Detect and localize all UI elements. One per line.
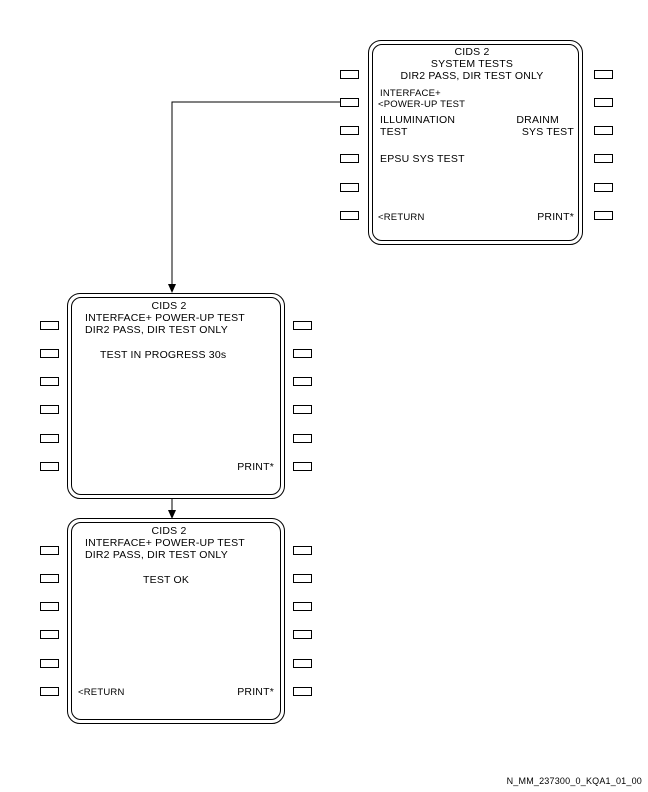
lsk-6r[interactable] — [293, 462, 312, 471]
page-title: CIDS 2 — [151, 525, 187, 537]
lsk-1l[interactable] — [40, 546, 59, 555]
print-option[interactable]: PRINT* — [237, 461, 274, 473]
lsk-5r[interactable] — [293, 434, 312, 443]
lsk-2r[interactable] — [293, 349, 312, 358]
drainm-label: DRAINM — [516, 114, 559, 126]
lsk-3l[interactable] — [40, 377, 59, 386]
status-line: DIR2 PASS, DIR TEST ONLY — [400, 70, 544, 82]
lsk-2l[interactable] — [40, 574, 59, 583]
lsk-6r[interactable] — [594, 211, 613, 220]
page-title: CIDS 2 — [151, 300, 187, 312]
lsk-3r[interactable] — [293, 602, 312, 611]
lsk-6l[interactable] — [40, 462, 59, 471]
lsk-3r[interactable] — [594, 126, 613, 135]
lsk-2l[interactable] — [340, 98, 359, 107]
lsk-6l[interactable] — [40, 687, 59, 696]
arrowhead-screen2 — [168, 284, 176, 293]
lsk-4l[interactable] — [340, 154, 359, 163]
lsk-6l[interactable] — [340, 211, 359, 220]
lsk-3l[interactable] — [40, 602, 59, 611]
lsk-1r[interactable] — [594, 70, 613, 79]
lsk-3l[interactable] — [340, 126, 359, 135]
page-title: CIDS 2 — [454, 46, 490, 58]
lsk-5l[interactable] — [340, 183, 359, 192]
status-line: DIR2 PASS, DIR TEST ONLY — [85, 549, 228, 561]
lsk-4l[interactable] — [40, 630, 59, 639]
arrow-screen1-to-screen2 — [172, 102, 340, 287]
return-option[interactable]: <RETURN — [78, 687, 125, 698]
status-line: DIR2 PASS, DIR TEST ONLY — [85, 324, 228, 336]
lsk-6r[interactable] — [293, 687, 312, 696]
figure-reference: N_MM_237300_0_KQA1_01_00 — [506, 776, 642, 786]
print-option[interactable]: PRINT* — [237, 686, 274, 698]
lsk-1l[interactable] — [40, 321, 59, 330]
print-option[interactable]: PRINT* — [537, 211, 574, 223]
lsk-2r[interactable] — [293, 574, 312, 583]
illumination-label: ILLUMINATION — [380, 114, 456, 126]
test-progress-status: TEST IN PROGRESS 30s — [100, 349, 227, 361]
test-name-line: INTERFACE+ POWER-UP TEST — [85, 312, 245, 324]
lsk-2l[interactable] — [40, 349, 59, 358]
lsk-5r[interactable] — [293, 659, 312, 668]
page-subtitle: SYSTEM TESTS — [430, 58, 514, 70]
lsk-1l[interactable] — [340, 70, 359, 79]
test-result-status: TEST OK — [143, 574, 190, 586]
lsk-4r[interactable] — [293, 630, 312, 639]
drainm-sys-test-option[interactable]: SYS TEST — [521, 126, 574, 138]
lsk-4r[interactable] — [594, 154, 613, 163]
lsk-4l[interactable] — [40, 405, 59, 414]
display-screen — [67, 518, 285, 724]
lsk-1r[interactable] — [293, 546, 312, 555]
illumination-test-option[interactable]: TEST — [380, 126, 408, 138]
power-up-test-option[interactable]: <POWER-UP TEST — [378, 99, 466, 110]
return-option[interactable]: <RETURN — [378, 212, 425, 223]
display-screen — [368, 40, 583, 245]
lsk-4r[interactable] — [293, 405, 312, 414]
lsk-1r[interactable] — [293, 321, 312, 330]
epsu-sys-test-option[interactable]: EPSU SYS TEST — [380, 153, 465, 165]
lsk-5r[interactable] — [594, 183, 613, 192]
test-name-line: INTERFACE+ POWER-UP TEST — [85, 537, 245, 549]
lsk-5l[interactable] — [40, 434, 59, 443]
lsk-5l[interactable] — [40, 659, 59, 668]
lsk-2r[interactable] — [594, 98, 613, 107]
interface-label: INTERFACE+ — [380, 88, 441, 99]
display-screen — [67, 293, 285, 499]
lsk-3r[interactable] — [293, 377, 312, 386]
